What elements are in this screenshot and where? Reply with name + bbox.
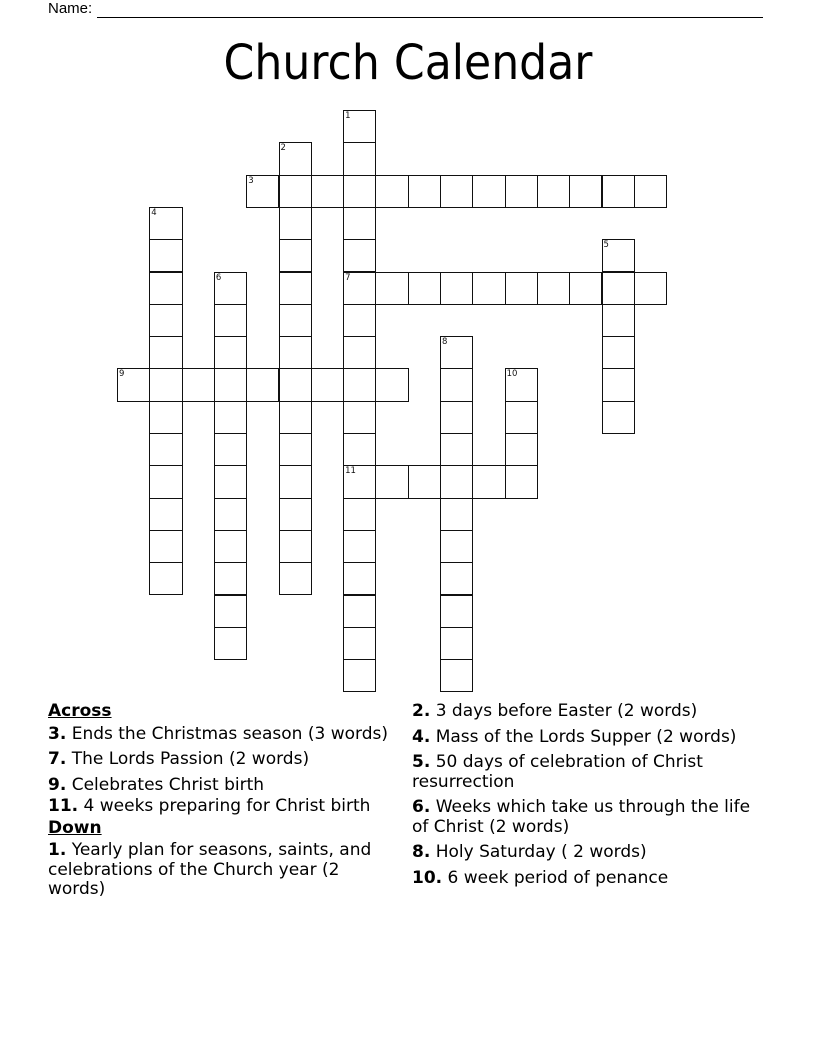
crossword-cell[interactable] — [440, 627, 473, 660]
crossword-cell[interactable] — [149, 562, 182, 595]
crossword-cell[interactable] — [602, 336, 635, 369]
crossword-cell[interactable] — [472, 465, 505, 498]
crossword-cell[interactable] — [343, 207, 376, 240]
crossword-cell[interactable] — [214, 465, 247, 498]
clue-text: 50 days of celebration of Christ resurrection — [412, 752, 703, 792]
crossword-cell[interactable] — [440, 272, 473, 305]
crossword-cell[interactable] — [279, 175, 312, 208]
crossword-cell[interactable] — [343, 142, 376, 175]
crossword-cell[interactable] — [343, 239, 376, 272]
crossword-cell[interactable] — [569, 175, 602, 208]
crossword-cell[interactable] — [440, 562, 473, 595]
crossword-cell[interactable] — [343, 272, 376, 305]
crossword-cell[interactable] — [440, 401, 473, 434]
crossword-cell[interactable] — [375, 368, 408, 401]
crossword-cell[interactable] — [214, 368, 247, 401]
clue-down-4 — [412, 728, 762, 748]
crossword-cell[interactable] — [343, 498, 376, 531]
crossword-cell[interactable] — [472, 272, 505, 305]
clue-number-label: 7 — [345, 272, 351, 283]
crossword-cell[interactable] — [440, 175, 473, 208]
crossword-cell[interactable] — [602, 175, 635, 208]
crossword-cell[interactable] — [440, 498, 473, 531]
crossword-cell[interactable] — [440, 465, 473, 498]
crossword-cell[interactable] — [214, 595, 247, 628]
clue-text: Yearly plan for seasons, saints, and celebrations of the Church year (2 words) — [48, 840, 372, 899]
crossword-cell[interactable] — [149, 304, 182, 337]
page-title: Church Calendar — [223, 35, 593, 91]
clue-across-3 — [48, 725, 400, 745]
crossword-cell[interactable] — [279, 530, 312, 563]
crossword-cell[interactable] — [149, 207, 182, 240]
crossword-cell[interactable] — [117, 368, 150, 401]
crossword-cell[interactable] — [602, 272, 635, 305]
crossword-cell[interactable] — [214, 304, 247, 337]
crossword-cell[interactable] — [279, 207, 312, 240]
crossword-cell[interactable] — [149, 498, 182, 531]
clue-down-1 — [48, 841, 400, 900]
crossword-cell[interactable] — [214, 562, 247, 595]
clue-number-label: 11 — [345, 466, 356, 477]
clues-left-column — [48, 700, 400, 906]
clue-text: 6 week period of penance — [442, 867, 669, 888]
clue-number: 4. — [412, 726, 431, 747]
crossword-cell[interactable] — [408, 175, 441, 208]
clue-number: 11. — [48, 796, 79, 816]
crossword-cell[interactable] — [149, 336, 182, 369]
clue-number-label: 9 — [119, 369, 125, 380]
crossword-cell[interactable] — [505, 401, 538, 434]
crossword-cell[interactable] — [537, 272, 570, 305]
crossword-cell[interactable] — [602, 368, 635, 401]
crossword-cell[interactable] — [311, 175, 344, 208]
clue-number: 1. — [48, 840, 67, 860]
clue-across-11 — [48, 797, 400, 817]
crossword-cell[interactable] — [343, 304, 376, 337]
clue-text: Holy Saturday ( 2 words) — [430, 842, 647, 862]
crossword-cell[interactable] — [634, 175, 667, 208]
crossword-cell[interactable] — [246, 175, 279, 208]
crossword-cell[interactable] — [279, 368, 312, 401]
crossword-cell[interactable] — [343, 368, 376, 401]
clue-text: 3 days before Easter (2 words) — [430, 701, 698, 721]
crossword-cell[interactable] — [343, 627, 376, 660]
crossword-cell[interactable] — [505, 433, 538, 466]
crossword-cell[interactable] — [149, 272, 182, 305]
crossword-cell[interactable] — [505, 272, 538, 305]
crossword-cell[interactable] — [408, 465, 441, 498]
across-heading: Across — [48, 701, 112, 721]
clue-text: Ends the Christmas season (3 words) — [66, 723, 388, 744]
clue-number: 10. — [412, 867, 443, 888]
crossword-cell[interactable] — [343, 401, 376, 434]
crossword-cell[interactable] — [279, 304, 312, 337]
down-heading: Down — [48, 817, 102, 838]
crossword-cell[interactable] — [440, 433, 473, 466]
crossword-cell[interactable] — [343, 110, 376, 143]
crossword-cell[interactable] — [214, 336, 247, 369]
crossword-cell[interactable] — [343, 175, 376, 208]
clue-number: 8. — [412, 842, 431, 862]
crossword-cell[interactable] — [214, 433, 247, 466]
crossword-cell[interactable] — [505, 368, 538, 401]
clue-number-label: 3 — [248, 175, 254, 186]
clue-number: 5. — [412, 752, 431, 772]
crossword-cell[interactable] — [279, 272, 312, 305]
crossword-cell[interactable] — [279, 401, 312, 434]
crossword-cell[interactable] — [343, 562, 376, 595]
clue-number: 2. — [412, 701, 431, 721]
crossword-cell[interactable] — [149, 465, 182, 498]
clue-number-label: 5 — [603, 240, 609, 251]
clue-down-8 — [412, 843, 762, 863]
clue-number-label: 8 — [442, 337, 448, 348]
crossword-cell[interactable] — [279, 142, 312, 175]
crossword-cell[interactable] — [440, 368, 473, 401]
clue-text: Mass of the Lords Supper (2 words) — [430, 726, 737, 747]
crossword-cell[interactable] — [246, 368, 279, 401]
crossword-cell[interactable] — [149, 368, 182, 401]
clues-right-column — [412, 700, 762, 894]
crossword-cell[interactable] — [279, 465, 312, 498]
clue-number-label: 10 — [506, 369, 518, 380]
crossword-cell[interactable] — [279, 433, 312, 466]
crossword-cell[interactable] — [279, 239, 312, 272]
clue-number: 7. — [48, 749, 67, 769]
crossword-cell[interactable] — [375, 465, 408, 498]
crossword-cell[interactable] — [214, 272, 247, 305]
crossword-cell[interactable] — [214, 530, 247, 563]
crossword-cell[interactable] — [279, 498, 312, 531]
clue-number: 9. — [48, 774, 67, 795]
crossword-cell[interactable] — [602, 304, 635, 337]
clue-number-label: 1 — [345, 111, 351, 121]
clue-down-10 — [412, 869, 762, 889]
crossword-cell[interactable] — [214, 627, 247, 660]
clue-number-label: 4 — [151, 207, 157, 218]
clue-number-label: 2 — [280, 143, 286, 154]
crossword-cell[interactable] — [279, 562, 312, 595]
clue-down-6 — [412, 798, 762, 837]
clue-text: 4 weeks preparing for Christ birth — [78, 796, 371, 816]
clue-text: The Lords Passion (2 words) — [66, 749, 310, 769]
name-label: Name: — [48, 0, 93, 17]
crossword-cell[interactable] — [440, 595, 473, 628]
clue-number-label: 6 — [215, 272, 222, 283]
crossword-cell[interactable] — [279, 336, 312, 369]
crossword-cell[interactable] — [311, 368, 344, 401]
clue-across-9 — [48, 776, 400, 796]
crossword-cell[interactable] — [408, 272, 441, 305]
crossword-cell[interactable] — [214, 401, 247, 434]
clue-down-5 — [412, 753, 762, 792]
crossword-cell[interactable] — [440, 530, 473, 563]
crossword-cell[interactable] — [505, 175, 538, 208]
crossword-cell[interactable] — [343, 465, 376, 498]
crossword-cell[interactable] — [440, 659, 473, 692]
crossword-cell[interactable] — [214, 498, 247, 531]
crossword-cell[interactable] — [149, 433, 182, 466]
clue-number: 3. — [48, 723, 67, 744]
crossword-cell[interactable] — [182, 368, 215, 401]
crossword-cell[interactable] — [440, 336, 473, 369]
crossword-cell[interactable] — [149, 530, 182, 563]
crossword-cell[interactable] — [602, 401, 635, 434]
clue-down-2 — [412, 702, 762, 722]
crossword-cell[interactable] — [149, 401, 182, 434]
crossword-cell[interactable] — [375, 272, 408, 305]
clue-number: 6. — [412, 797, 431, 817]
crossword-cell[interactable] — [634, 272, 667, 305]
crossword-cell[interactable] — [537, 175, 570, 208]
crossword-cell[interactable] — [343, 433, 376, 466]
crossword-cell[interactable] — [375, 175, 408, 208]
crossword-cell[interactable] — [472, 175, 505, 208]
crossword-cell[interactable] — [505, 465, 538, 498]
clue-across-7 — [48, 750, 400, 770]
crossword-cell[interactable] — [343, 336, 376, 369]
crossword-cell[interactable] — [343, 659, 376, 692]
crossword-cell[interactable] — [569, 272, 602, 305]
crossword-cell[interactable] — [343, 530, 376, 563]
clue-text: Celebrates Christ birth — [66, 774, 265, 795]
crossword-cell[interactable] — [149, 239, 182, 272]
clue-text: Weeks which take us through the life of Christ (2 words) — [412, 797, 751, 837]
crossword-cell[interactable] — [602, 239, 635, 272]
crossword-cell[interactable] — [343, 595, 376, 628]
